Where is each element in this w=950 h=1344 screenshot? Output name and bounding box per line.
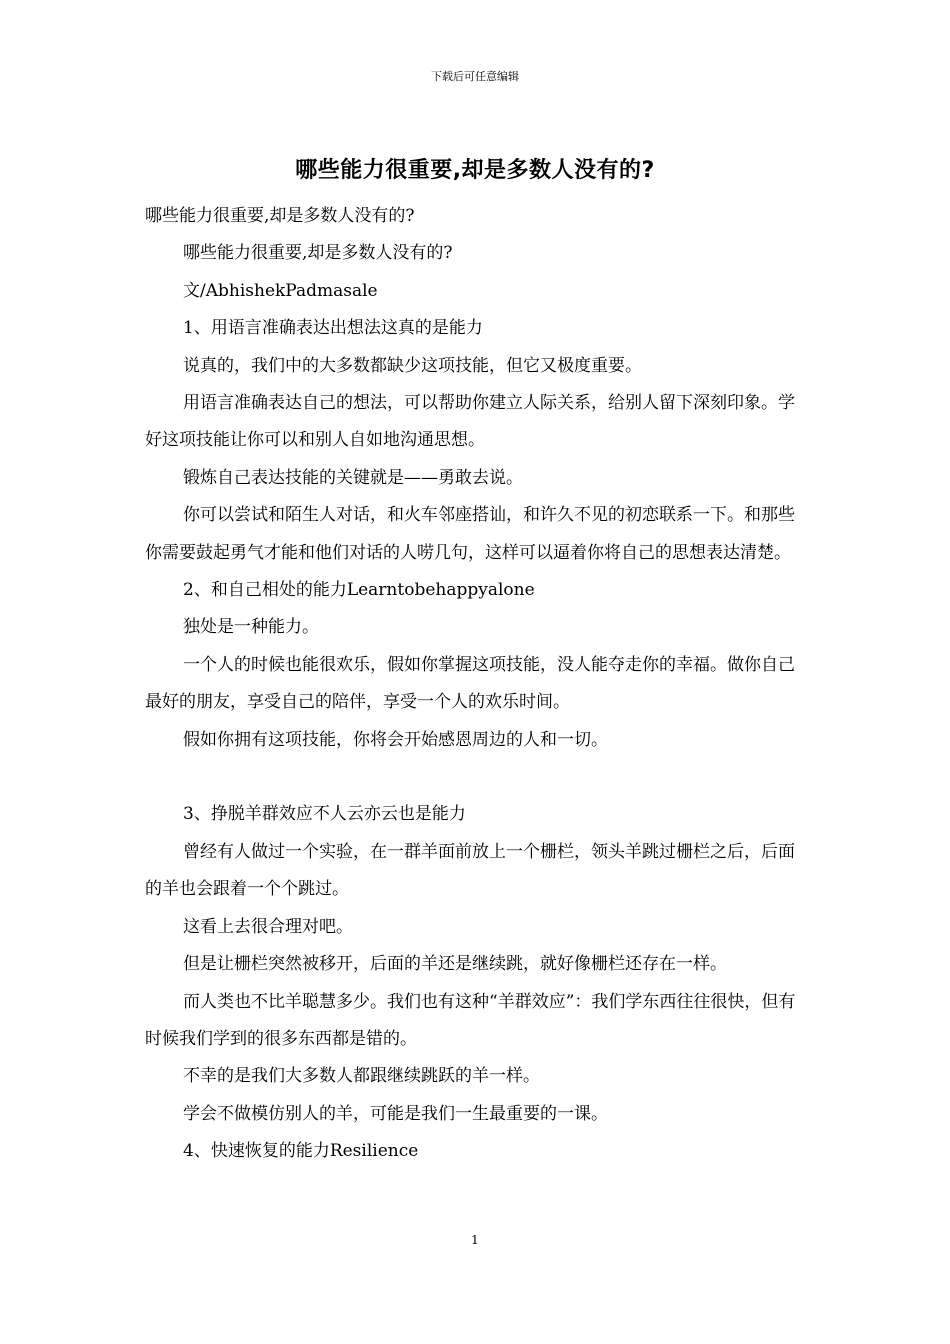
paragraph: 哪些能力很重要,却是多数人没有的? xyxy=(145,206,415,226)
paragraph: 一个人的时候也能很欢乐，假如你掌握这项技能，没人能夺走你的幸福。做你自己最好的朋友，享受自己的陪伴，享受一个人的欢乐时间。 xyxy=(145,654,795,713)
paragraph: 说真的，我们中的大多数都缺少这项技能，但它又极度重要。 xyxy=(183,355,642,376)
document-body xyxy=(145,198,810,1171)
paragraph: 这看上去很合理对吧。 xyxy=(183,916,353,937)
paragraph: 你可以尝试和陌生人对话，和火车邻座搭讪，和许久不见的初恋联系一下。和那些你需要鼓起勇气才能和他们对话的人唠几句，这样可以逼着你将自己的思想表达清楚。 xyxy=(145,505,795,563)
blank-line xyxy=(145,759,810,796)
paragraph: 但是让栅栏突然被移开，后面的羊还是继续跳，就好像栅栏还存在一样。 xyxy=(183,954,727,975)
section-heading: 2、和自己相处的能力Learntobehappyalone xyxy=(183,580,535,601)
paragraph: 独处是一种能力。 xyxy=(183,617,319,638)
paragraph: 曾经有人做过一个实验，在一群羊面前放上一个栅栏，领头羊跳过栅栏之后，后面的羊也会跟着一个个跳过。 xyxy=(145,841,795,900)
page-header: 下载后可任意编辑 xyxy=(431,70,519,83)
paragraph: 哪些能力很重要,却是多数人没有的? xyxy=(183,243,453,264)
document-title: 哪些能力很重要,却是多数人没有的? xyxy=(295,158,655,183)
paragraph: 锻炼自己表达技能的关键就是——勇敢去说。 xyxy=(183,467,523,488)
author-line: 文/AbhishekPadmasale xyxy=(183,280,378,301)
paragraph: 学会不做模仿别人的羊，可能是我们一生最重要的一课。 xyxy=(183,1103,608,1124)
page-number: 1 xyxy=(471,1233,479,1247)
paragraph: 不幸的是我们大多数人都跟继续跳跃的羊一样。 xyxy=(183,1066,540,1087)
paragraph: 而人类也不比羊聪慧多少。我们也有这种“羊群效应”：我们学东西往往很快，但有时候我们学到的很多东西都是错的。 xyxy=(145,991,796,1049)
section-heading: 1、用语言准确表达出想法这真的是能力 xyxy=(183,318,483,339)
paragraph: 用语言准确表达自己的想法，可以帮助你建立人际关系，给别人留下深刻印象。学好这项技能让你可以和别人自如地沟通思想。 xyxy=(145,393,795,451)
paragraph: 假如你拥有这项技能，你将会开始感恩周边的人和一切。 xyxy=(183,729,608,750)
section-heading: 4、快速恢复的能力Resilience xyxy=(183,1141,419,1162)
section-heading: 3、挣脱羊群效应不人云亦云也是能力 xyxy=(183,804,466,825)
